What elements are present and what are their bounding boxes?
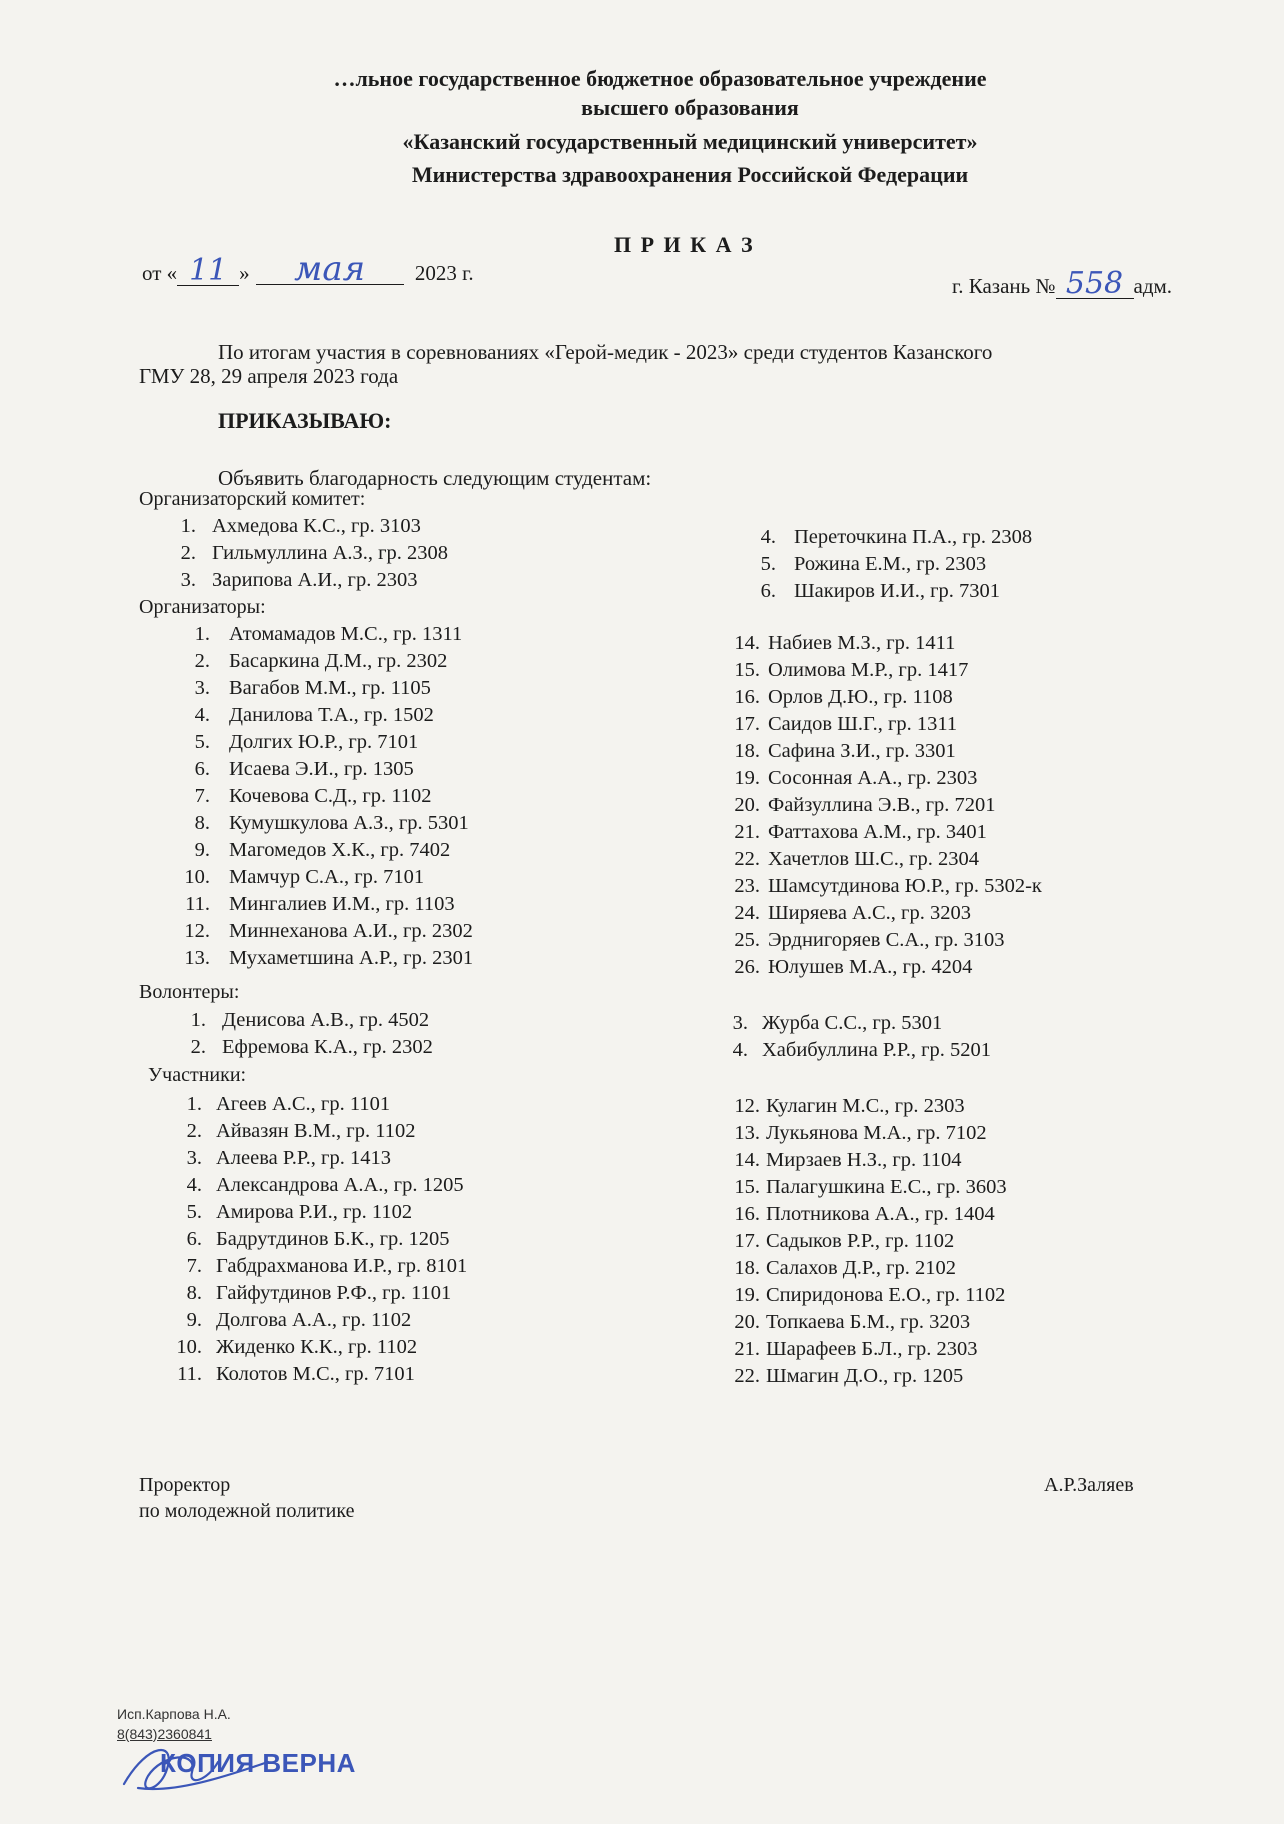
list-item-number: 13. <box>734 1122 760 1144</box>
list-item-text: Мухаметшина А.Р., гр. 2301 <box>229 947 474 969</box>
list-item-number: 15. <box>734 1176 760 1198</box>
list-item-text: Кулагин М.С., гр. 2303 <box>766 1095 965 1117</box>
list-item-text: Александрова А.А., гр. 1205 <box>216 1174 464 1196</box>
list-item-number: 5. <box>186 1201 202 1223</box>
header-line-1: …льное государственное бюджетное образовательное учреждение <box>333 66 987 91</box>
list-item-number: 22. <box>734 1365 760 1387</box>
signature-position-line-1: Проректор <box>139 1474 231 1496</box>
order-number-handwritten: 558 <box>1056 270 1134 299</box>
list-item-text: Мирзаев Н.З., гр. 1104 <box>766 1149 962 1171</box>
date-month-handwritten: мая <box>256 254 404 285</box>
list-item-number: 15. <box>734 659 760 681</box>
preamble-line-2: ГМУ 28, 29 апреля 2023 года <box>139 364 399 388</box>
list-item-number: 6. <box>760 580 776 602</box>
list-item <box>718 1174 1007 1201</box>
list-item <box>718 1228 1007 1255</box>
list-item-number: 18. <box>734 1257 760 1279</box>
list-item-text: Шмагин Д.О., гр. 1205 <box>766 1365 964 1387</box>
list-item <box>160 891 473 918</box>
list-item <box>160 1118 467 1145</box>
list-item <box>160 702 473 729</box>
list-item <box>160 675 473 702</box>
list-item-text: Басаркина Д.М., гр. 2302 <box>229 650 448 672</box>
list-item-number: 19. <box>734 1284 760 1306</box>
list-item-number: 4. <box>760 526 776 548</box>
list-item-text: Айвазян В.М., гр. 1102 <box>216 1120 416 1142</box>
list-item <box>160 864 473 891</box>
list-item <box>160 1226 467 1253</box>
list-item-number: 5. <box>760 553 776 575</box>
list-item-text: Садыков Р.Р., гр. 1102 <box>766 1230 955 1252</box>
order-title: П Р И К А З <box>614 232 755 257</box>
list-item-number: 1. <box>186 1093 202 1115</box>
list-item-number: 7. <box>186 1255 202 1277</box>
list-item-text: Бадрутдинов Б.К., гр. 1205 <box>216 1228 450 1250</box>
list-item-text: Юлушев М.А., гр. 4204 <box>768 956 973 978</box>
list-item-text: Мамчур С.А., гр. 7101 <box>229 866 425 888</box>
list-item-number: 21. <box>734 1338 760 1360</box>
list-item-number: 4. <box>186 1174 202 1196</box>
list-item-text: Кочевова С.Д., гр. 1102 <box>229 785 432 807</box>
list-item-number: 20. <box>734 794 760 816</box>
organizers-list-left <box>160 621 473 972</box>
list-item-number: 11. <box>177 1363 202 1385</box>
thanks-line: Объявить благодарность следующим студентам: <box>218 466 652 490</box>
list-item-number: 1. <box>180 515 196 537</box>
list-item <box>718 1309 1007 1336</box>
date-day-handwritten: 11 <box>177 257 239 286</box>
list-item-text: Колотов М.С., гр. 7101 <box>216 1363 415 1385</box>
list-item-number: 6. <box>194 758 210 780</box>
section-label-volunteers: Волонтеры: <box>139 981 240 1003</box>
list-item <box>730 551 1032 578</box>
signature-name: А.Р.Заляев <box>1044 1474 1134 1496</box>
header-line-2: высшего образования <box>581 95 799 120</box>
list-item <box>722 900 1042 927</box>
list-item <box>160 621 473 648</box>
list-item-number: 12. <box>184 920 210 942</box>
list-item-number: 2. <box>194 650 210 672</box>
list-item-text: Кумушкулова А.З., гр. 5301 <box>229 812 469 834</box>
list-item-number: 4. <box>732 1039 748 1061</box>
list-item-number: 8. <box>194 812 210 834</box>
list-item <box>160 1199 467 1226</box>
list-item-text: Орлов Д.Ю., гр. 1108 <box>768 686 953 708</box>
list-item <box>722 630 1042 657</box>
list-item-number: 2. <box>186 1120 202 1142</box>
list-item-text: Переточкина П.А., гр. 2308 <box>794 526 1033 548</box>
list-item <box>160 1307 467 1334</box>
list-item <box>730 578 1032 605</box>
list-item <box>722 684 1042 711</box>
list-item-text: Сафина З.И., гр. 3301 <box>768 740 956 762</box>
section-label-participants: Участники: <box>148 1064 247 1086</box>
list-item-text: Вагабов М.М., гр. 1105 <box>229 677 431 699</box>
list-item <box>160 783 473 810</box>
list-item <box>718 1120 1007 1147</box>
list-item-number: 22. <box>734 848 760 870</box>
list-item <box>718 1201 1007 1228</box>
list-item-text: Жиденко К.К., гр. 1102 <box>216 1336 418 1358</box>
list-item <box>722 711 1042 738</box>
list-item-number: 8. <box>186 1282 202 1304</box>
participants-list-right <box>718 1093 1007 1390</box>
list-item-number: 5. <box>194 731 210 753</box>
list-item-text: Хабибуллина Р.Р., гр. 5201 <box>762 1039 992 1061</box>
list-item-text: Набиев М.З., гр. 1411 <box>768 632 956 654</box>
list-item-number: 10. <box>184 866 210 888</box>
date-year: 2023 г. <box>414 261 474 285</box>
list-item-text: Файзуллина Э.В., гр. 7201 <box>768 794 996 816</box>
list-item <box>160 1145 467 1172</box>
list-item-number: 3. <box>180 569 196 591</box>
org-committee-list-right <box>730 524 1032 605</box>
list-item <box>160 1091 467 1118</box>
list-item <box>160 1280 467 1307</box>
list-item-text: Шарафеев Б.Л., гр. 2303 <box>766 1338 978 1360</box>
list-item-number: 16. <box>734 1203 760 1225</box>
list-item <box>722 954 1042 981</box>
list-item <box>722 765 1042 792</box>
list-item-number: 1. <box>194 623 210 645</box>
list-item-text: Фаттахова А.М., гр. 3401 <box>768 821 987 843</box>
list-item-number: 12. <box>734 1095 760 1117</box>
list-item-number: 25. <box>734 929 760 951</box>
list-item <box>722 819 1042 846</box>
list-item-number: 26. <box>734 956 760 978</box>
list-item-number: 17. <box>734 713 760 735</box>
list-item <box>722 927 1042 954</box>
list-item <box>160 1172 467 1199</box>
list-item-text: Палагушкина Е.С., гр. 3603 <box>766 1176 1007 1198</box>
list-item <box>722 738 1042 765</box>
list-item-text: Хачетлов Ш.С., гр. 2304 <box>768 848 979 870</box>
executor-phone: 8(843)2360841 <box>117 1726 212 1742</box>
list-item <box>718 1363 1007 1390</box>
list-item <box>150 567 448 594</box>
list-item <box>160 945 473 972</box>
date-mid: » <box>239 261 250 285</box>
list-item-text: Плотникова А.А., гр. 1404 <box>766 1203 995 1225</box>
header-line-4: Министерства здравоохранения Российской Федерации <box>411 162 969 187</box>
list-item-text: Денисова А.В., гр. 4502 <box>222 1009 430 1031</box>
list-item-number: 3. <box>186 1147 202 1169</box>
list-item-text: Долгих Ю.Р., гр. 7101 <box>229 731 419 753</box>
list-item <box>160 1034 433 1061</box>
list-item-number: 13. <box>184 947 210 969</box>
list-item-text: Габдрахманова И.Р., гр. 8101 <box>216 1255 468 1277</box>
list-item <box>160 810 473 837</box>
list-item-text: Данилова Т.А., гр. 1502 <box>229 704 434 726</box>
list-item <box>150 540 448 567</box>
list-item <box>730 524 1032 551</box>
list-item <box>160 756 473 783</box>
list-item-number: 17. <box>734 1230 760 1252</box>
list-item <box>160 837 473 864</box>
city-prefix: г. Казань № <box>952 274 1056 298</box>
list-item-number: 21. <box>734 821 760 843</box>
list-item-text: Алеева Р.Р., гр. 1413 <box>216 1147 391 1169</box>
list-item-text: Саидов Ш.Г., гр. 1311 <box>768 713 958 735</box>
list-item-number: 6. <box>186 1228 202 1250</box>
list-item <box>718 1282 1007 1309</box>
date-prefix: от « <box>142 261 178 285</box>
list-item-number: 20. <box>734 1311 760 1333</box>
list-item-number: 18. <box>734 740 760 762</box>
list-item-number: 9. <box>186 1309 202 1331</box>
list-item-text: Журба С.С., гр. 5301 <box>762 1012 943 1034</box>
list-item <box>718 1336 1007 1363</box>
order-number-line <box>952 266 1173 301</box>
list-item-text: Миннеханова А.И., гр. 2302 <box>229 920 473 942</box>
list-item-number: 4. <box>194 704 210 726</box>
list-item <box>150 513 448 540</box>
order-number-suffix: адм. <box>1133 274 1173 298</box>
volunteers-list-left <box>160 1007 433 1061</box>
list-item <box>722 657 1042 684</box>
list-item <box>160 918 473 945</box>
list-item <box>722 1037 991 1064</box>
section-label-org-committee: Организаторский комитет: <box>139 488 366 510</box>
list-item-text: Олимова М.Р., гр. 1417 <box>768 659 969 681</box>
list-item-number: 19. <box>734 767 760 789</box>
organizers-list-right <box>722 630 1042 981</box>
list-item <box>160 1253 467 1280</box>
list-item-text: Шакиров И.И., гр. 7301 <box>794 580 1001 602</box>
list-item-text: Шамсутдинова Ю.Р., гр. 5302-к <box>768 875 1042 897</box>
list-item-number: 3. <box>732 1012 748 1034</box>
list-item <box>718 1093 1007 1120</box>
list-item-number: 7. <box>194 785 210 807</box>
list-item <box>160 1334 467 1361</box>
list-item-number: 14. <box>734 632 760 654</box>
header-line-3: «Казанский государственный медицинский университет» <box>402 129 978 154</box>
order-date-line <box>142 249 474 289</box>
list-item-text: Исаева Э.И., гр. 1305 <box>229 758 414 780</box>
list-item-text: Ахмедова К.С., гр. 3103 <box>212 515 421 537</box>
list-item-text: Салахов Д.Р., гр. 2102 <box>766 1257 957 1279</box>
list-item-text: Ефремова К.А., гр. 2302 <box>222 1036 433 1058</box>
list-item <box>718 1147 1007 1174</box>
list-item-number: 3. <box>194 677 210 699</box>
list-item-number: 10. <box>176 1336 202 1358</box>
list-item-text: Спиридонова Е.О., гр. 1102 <box>766 1284 1006 1306</box>
list-item-text: Эрднигоряев С.А., гр. 3103 <box>768 929 1005 951</box>
list-item-text: Ширяева А.С., гр. 3203 <box>768 902 971 924</box>
list-item-number: 24. <box>734 902 760 924</box>
list-item <box>160 1007 433 1034</box>
list-item-text: Мингалиев И.М., гр. 1103 <box>229 893 455 915</box>
preamble-line-1: По итогам участия в соревнованиях «Герой-медик - 2023» среди студентов Казанского <box>218 340 993 364</box>
list-item <box>722 1010 991 1037</box>
list-item-text: Агеев А.С., гр. 1101 <box>216 1093 391 1115</box>
list-item-text: Амирова Р.И., гр. 1102 <box>216 1201 413 1223</box>
list-item-number: 16. <box>734 686 760 708</box>
list-item-text: Зарипова А.И., гр. 2303 <box>212 569 418 591</box>
list-item-number: 14. <box>734 1149 760 1171</box>
copy-certified-stamp: КОПИЯ ВЕРНА <box>160 1748 356 1778</box>
list-item-text: Магомедов Х.К., гр. 7402 <box>229 839 451 861</box>
list-item <box>160 1361 467 1388</box>
list-item-number: 1. <box>190 1009 206 1031</box>
list-item <box>160 729 473 756</box>
list-item-text: Рожина Е.М., гр. 2303 <box>794 553 987 575</box>
list-item-text: Атомамадов М.С., гр. 1311 <box>229 623 463 645</box>
list-item <box>718 1255 1007 1282</box>
executor-name: Исп.Карпова Н.А. <box>117 1706 231 1722</box>
list-item-number: 11. <box>185 893 210 915</box>
section-label-organizers: Организаторы: <box>139 596 266 618</box>
org-committee-list-left <box>150 513 448 594</box>
list-item-number: 2. <box>180 542 196 564</box>
list-item <box>722 873 1042 900</box>
list-item-number: 9. <box>194 839 210 861</box>
list-item-number: 2. <box>190 1036 206 1058</box>
volunteers-list-right <box>722 1010 991 1064</box>
list-item-text: Гильмуллина А.З., гр. 2308 <box>212 542 449 564</box>
list-item <box>160 648 473 675</box>
list-item-text: Лукьянова М.А., гр. 7102 <box>766 1122 987 1144</box>
signature-position-line-2: по молодежной политике <box>139 1500 355 1522</box>
order-word: ПРИКАЗЫВАЮ: <box>218 408 392 433</box>
list-item-text: Гайфутдинов Р.Ф., гр. 1101 <box>216 1282 452 1304</box>
list-item-text: Топкаева Б.М., гр. 3203 <box>766 1311 971 1333</box>
list-item-text: Сосонная А.А., гр. 2303 <box>768 767 978 789</box>
list-item-text: Долгова А.А., гр. 1102 <box>216 1309 412 1331</box>
list-item <box>722 792 1042 819</box>
participants-list-left <box>160 1091 467 1388</box>
list-item-number: 23. <box>734 875 760 897</box>
list-item <box>722 846 1042 873</box>
